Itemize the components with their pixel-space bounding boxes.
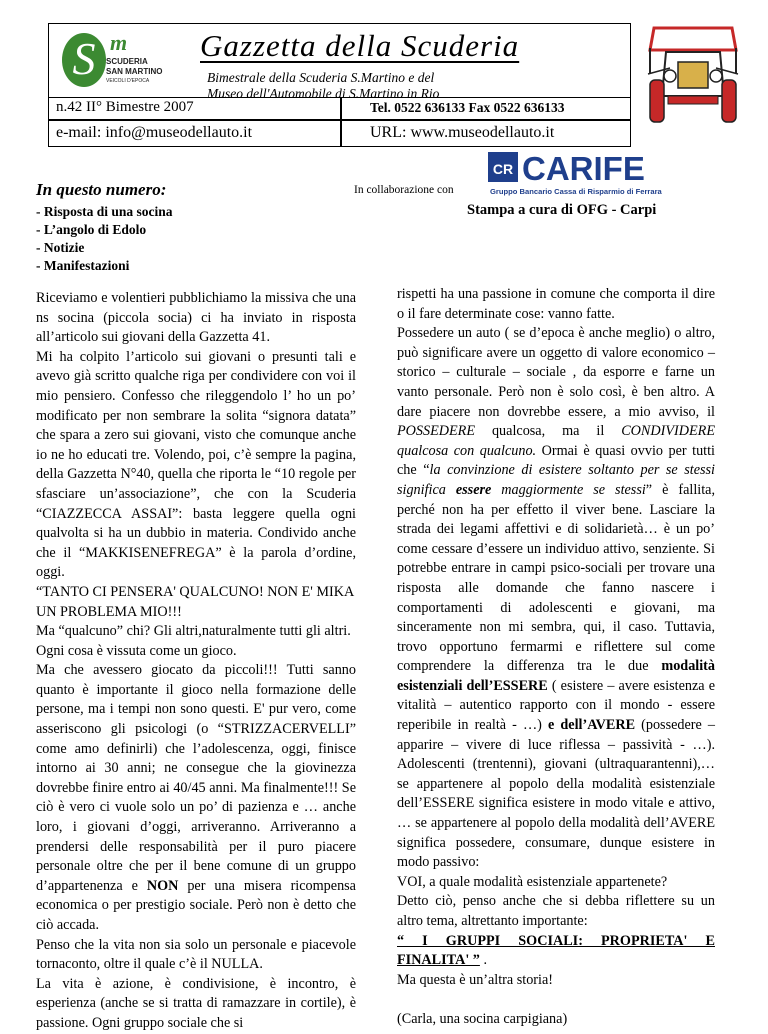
- carife-wordmark: CARIFE: [522, 150, 645, 187]
- newsletter-title: Gazzetta della Scuderia: [200, 28, 520, 63]
- subtitle-line-1: Bimestrale della Scuderia S.Martino e del: [207, 70, 435, 85]
- article-paragraph: Ma questa è un’altra storia!: [397, 971, 554, 988]
- contents-list: [36, 203, 173, 275]
- article-paragraph: La vita è azione, è condivisione, è incontro, è esperienza (anche se si tratta di ramazzare in cortile), è passione. Ogni gruppo sociale che si: [36, 975, 356, 1031]
- article-paragraph: Mi ha colpito l’articolo sui giovani o presunti tali e avevo già scritto qualche riga per condividere con voi il mio pensiero. Confesso che rileggendolo l’ ho un po’ modificato per non sembrare la solita “signora datata” che spara a zero sui giovani, visto che comunque anche io ne ho educati tre. Volendo, poi, c’è sempre la pagina, della Gazzetta N°40, quella che riporta le “10 regole per sfasciare un’associazione”, che con la Scuderia “CIAZZECCA ASSAI”: basta leggere quella ogni qualvolta si ha un dubbio in materia. Condivido anche che il “MAKKISENEFREGA” è la parola d’ordine, oggi.: [36, 348, 356, 581]
- article-paragraph: VOI, a quale modalità esistenziale appartenete?: [397, 873, 668, 890]
- contents-item: - Manifestazioni: [36, 258, 130, 273]
- contents-item: - Notizie: [36, 240, 85, 255]
- svg-text:m: m: [110, 30, 128, 55]
- condividere-emphasis: CONDIVIDERE qualcosa con qualcuno.: [397, 423, 715, 459]
- quote-emphasis: la convinzione di esistere soltanto per se stessi significa essere maggiormente se stessi: [397, 462, 715, 498]
- collaboration-label: In collaborazione con: [354, 184, 454, 196]
- article-paragraph: Detto ciò, penso anche che si debba riflettere su un altro tema, altrettanto importante:: [397, 893, 715, 929]
- article-paragraph: Possedere un auto ( se d’epoca è anche meglio) o altro, può significare avere un oggetto di valore economico – storico – culturale – sociale , da esporre e farne un vanto personale. Però non è solo così, è ben altro. A dare piacere non dovrebbe essere, a mio avviso, il POSSEDERE qualcosa, ma il CONDIVIDERE qualcosa con qualcuno. Ormai è quasi ovvio per tutti che “la convinzione di esistere soltanto per se stessi significa essere maggiormente se stessi” è fallita, perché non ha per effetto il viver bene. Lasciare la strada dei legami affettivi e di solidarietà… è un po’ come cessare d’essere un individuo attivo, senziente. Si potrebbe entrare in campi psico-sociali per trovare una risposta alle domande che fanno nascere i comportamenti di adolescenti e giovani, ma sinceramente non mi sembra, qui, il caso. Tuttavia, trovo opportuno fermarmi e riflettere sul come comprendere la differenza tra le due modalità esistenziali dell’ESSERE ( esistere – avere esistenza e vitalità – autentico rapporto con il mondo - essere reperibile in realtà - …) e dell’AVERE (possedere – apparire – vivere di luce riflessa – passività - …). Adolescenti (trentenni), giovani (ultraquarantenni),… se appartenere al popolo della modalità esistenziale dell’ESSERE significa esistere in modo vitale e attivo, … se appartenere al popolo della modalità dell’AVERE significa possedere, consumare, dunque esistere in modo passivo:: [397, 325, 715, 871]
- contents-heading: In questo numero:: [36, 180, 167, 199]
- carife-tagline: Gruppo Bancario Cassa di Risparmio di Ferrara: [490, 187, 662, 196]
- article-paragraph: rispetti ha una passione in comune che comporta il dire o il fare determinate cose: vanno fatte.: [397, 286, 715, 322]
- subtitle-line-2: Museo dell'Automobile di S.Martino in Rio: [207, 86, 440, 101]
- issue-number: n.42 II° Bimestre 2007: [56, 99, 194, 115]
- article-paragraph: Ma che avessero giocato da piccoli!!! Tutti sanno quanto è importante il gioco nella formazione delle persone, ma i tempi non sono questi. E' pur vero, come asseriscono gli psicologi (o “STRIZZACERVELLI” come amo definirli) che l’adolescenza, oggi, finisce intorno ai 30 anni; ne consegue che la giovinezza dovrebbe finire entro ai 40/45 anni. Ma finalmente!!! Se ciò è vero ci vuole solo un po’ di pazienza e … anche loro, i giovani d’oggi, arriveranno. Arriveranno a prendersi delle responsabilità per il puro piacere personale oltre che per il bene comune di un gruppo d’appartenenza e NON per una misera ricompensa economica o per prestigio sociale. Però non è detto che ciò accada.: [36, 662, 356, 933]
- article-paragraph: Riceviamo e volentieri pubblichiamo la missiva che una ns socina (piccola socia) ci ha inviato in risposta all’articolo sui giovani della Gazzetta 41.: [36, 290, 356, 346]
- contents-item: - L’angolo di Edolo: [36, 222, 147, 237]
- email-address[interactable]: e-mail: info@museodellauto.it: [56, 124, 253, 141]
- logo-line-1: SCUDERIA: [106, 57, 148, 66]
- article-paragraph: (Carla, una socina carpigiana): [397, 1010, 568, 1027]
- article-paragraph: “TANTO CI PENSERA' QUALCUNO! NON E' MIKA UN PROBLEMA MIO!!!: [36, 583, 354, 620]
- bold-non: NON: [146, 877, 179, 894]
- article-left-column: [36, 289, 356, 1034]
- article-paragraph: Ogni cosa è vissuta come un gioco.: [36, 642, 237, 659]
- phone-fax: Tel. 0522 636133 Fax 0522 636133: [370, 100, 565, 115]
- article-paragraph: Penso che la vita non sia solo un personale e piacevole tornaconto, oltre il quale c’è il NULLA.: [36, 936, 356, 973]
- avere-bold: e dell’AVERE: [548, 717, 636, 734]
- website-url[interactable]: URL: www.museodellauto.it: [370, 124, 555, 141]
- article-paragraph: “ I GRUPPI SOCIALI: PROPRIETA' E FINALITA' ” .: [397, 932, 715, 969]
- logo-line-2: SAN MARTINO: [106, 67, 163, 76]
- svg-text:S: S: [72, 33, 96, 84]
- essere-bold: modalità esistenziali dell’ESSERE: [397, 658, 715, 694]
- article-paragraph: Ma “qualcuno” chi? Gli altri,naturalmente tutti gli altri.: [36, 623, 351, 640]
- logo-line-3: VEICOLI D'EPOCA: [106, 78, 150, 84]
- svg-text:CR: CR: [492, 161, 514, 177]
- article-right-column: [397, 285, 715, 1030]
- vintage-car-icon: [640, 18, 746, 138]
- contents-item: - Risposta di una socina: [36, 204, 173, 219]
- social-groups-title: “ I GRUPPI SOCIALI: PROPRIETA' E FINALITA' ”: [397, 932, 715, 969]
- print-credit: Stampa a cura di OFG - Carpi: [467, 202, 657, 218]
- carife-logo: [486, 148, 692, 198]
- possedere-emphasis: POSSEDERE: [397, 423, 476, 440]
